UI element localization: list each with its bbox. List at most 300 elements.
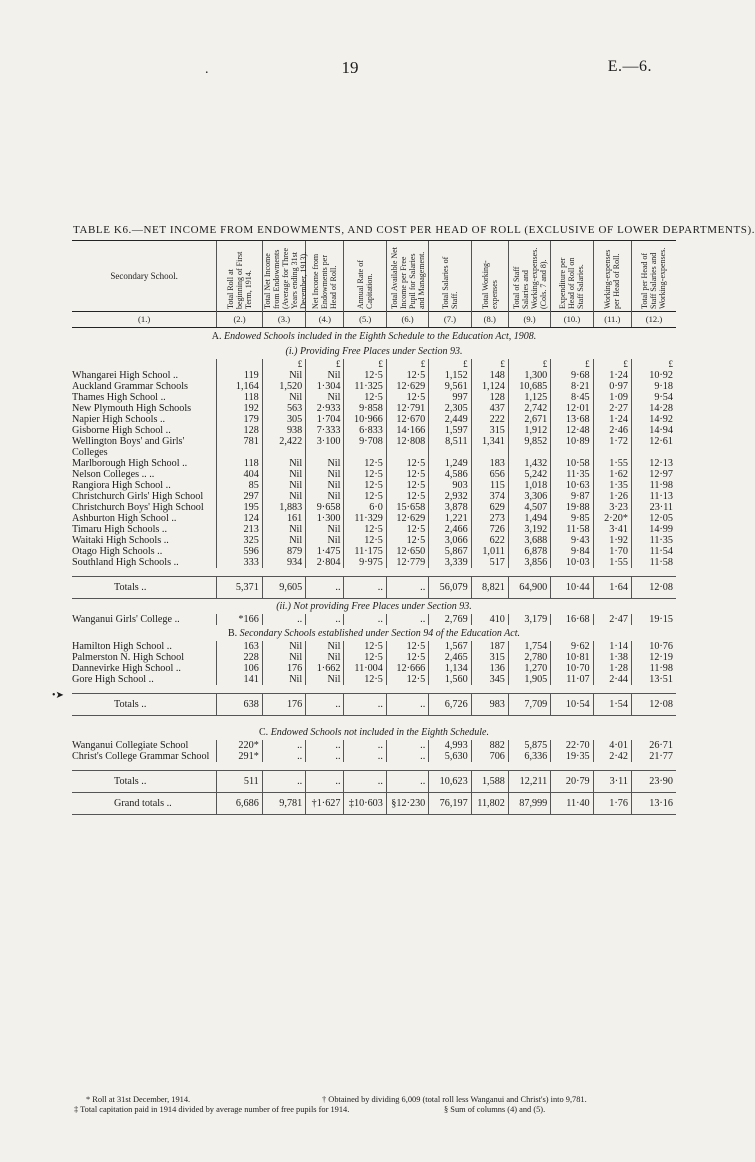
value-cell: 64,900 — [508, 577, 550, 599]
value-cell: .. — [306, 577, 344, 599]
table-row — [72, 663, 676, 674]
value-cell: 4,993 — [429, 740, 471, 751]
value-cell: 2,422 — [262, 436, 305, 458]
value-cell: 4·01 — [593, 740, 631, 751]
school-name: Christchurch Boys' High School — [72, 502, 204, 513]
value-cell: 19·35 — [551, 751, 593, 762]
school-name: Palmerston N. High School — [72, 652, 185, 663]
value-cell: .. — [386, 614, 428, 625]
value-cell: 1,124 — [471, 381, 508, 392]
table-row — [72, 674, 676, 685]
value-cell: 10·63 — [551, 480, 593, 491]
unit-cell: £ — [344, 359, 386, 370]
value-cell: 629 — [471, 502, 508, 513]
value-cell: Nil — [306, 370, 344, 381]
column-header-7: Total Salaries of Staff. — [440, 256, 459, 309]
value-cell: 106 — [217, 663, 263, 674]
value-cell: 2,465 — [429, 652, 471, 663]
value-cell: 176 — [262, 663, 305, 674]
value-cell: Nil — [262, 370, 305, 381]
value-cell: .. — [386, 577, 428, 599]
value-cell: 12·19 — [631, 652, 676, 663]
value-cell: 12·5 — [344, 370, 386, 381]
value-cell: 9,852 — [508, 436, 550, 458]
section-a-prefix: A. — [211, 330, 222, 342]
value-cell: 12·629 — [386, 381, 428, 392]
column-number: (1.) — [72, 312, 217, 328]
value-cell: 9,561 — [429, 381, 471, 392]
value-cell: 6,686 — [217, 793, 263, 815]
school-name: Totals .. — [114, 582, 147, 593]
value-cell: 1,134 — [429, 663, 471, 674]
school-name: Gisborne High School .. — [72, 425, 171, 436]
value-cell: Nil — [262, 535, 305, 546]
section-a-sub-i — [72, 344, 676, 359]
section-c-heading — [72, 724, 676, 740]
table-row — [72, 370, 676, 381]
unit-cell: £ — [262, 359, 305, 370]
section-a-sub-i-cell: (i.) Providing Free Places under Section 93. — [285, 346, 463, 357]
value-cell: .. — [344, 771, 386, 793]
school-name: Christ's College Grammar School — [72, 751, 210, 762]
units-label — [72, 359, 217, 370]
school-name: Wanganui Collegiate School — [72, 740, 189, 751]
value-cell: 3·11 — [593, 771, 631, 793]
spacer-row — [72, 685, 676, 694]
value-cell: 1,164 — [217, 381, 263, 392]
value-cell: 1,520 — [262, 381, 305, 392]
column-header-8: Total Working-expenses — [480, 260, 499, 309]
spacer-row — [72, 568, 676, 577]
value-cell: .. — [306, 614, 344, 625]
value-cell: 3,179 — [508, 614, 550, 625]
value-cell: Nil — [262, 491, 305, 502]
value-cell: 119 — [217, 370, 263, 381]
value-cell: 2,769 — [429, 614, 471, 625]
value-cell: 3·41 — [593, 524, 631, 535]
value-cell: Nil — [262, 674, 305, 685]
section-a-sub-ii-cell: (ii.) Not providing Free Places under Section 93. — [276, 601, 472, 612]
value-cell: 1·28 — [593, 663, 631, 674]
value-cell: 13·51 — [631, 674, 676, 685]
value-cell: 12·5 — [386, 480, 428, 491]
column-number: (11.) — [593, 312, 631, 328]
table-row — [72, 458, 676, 469]
unit-cell: £ — [306, 359, 344, 370]
value-cell: 6·833 — [344, 425, 386, 436]
value-cell: 997 — [429, 392, 471, 403]
value-cell: 136 — [471, 663, 508, 674]
footnote-dagger: † Obtained by dividing 6,009 (total roll less Wanganui and Christ's) into 9,781. — [322, 1095, 587, 1104]
value-cell: 315 — [471, 652, 508, 663]
value-cell: 13·16 — [631, 793, 676, 815]
value-cell: 1,905 — [508, 674, 550, 685]
value-cell: Nil — [306, 480, 344, 491]
value-cell: 345 — [471, 674, 508, 685]
value-cell: .. — [386, 771, 428, 793]
value-cell: .. — [344, 614, 386, 625]
value-cell: 1·300 — [306, 513, 344, 524]
value-cell: 10·58 — [551, 458, 593, 469]
column-number: (5.) — [344, 312, 386, 328]
value-cell: 118 — [217, 458, 263, 469]
value-cell: 1,567 — [429, 641, 471, 652]
school-name: Grand totals .. — [114, 798, 172, 809]
value-cell: 5,875 — [508, 740, 550, 751]
value-cell: 1·14 — [593, 641, 631, 652]
unit-cell: £ — [631, 359, 676, 370]
value-cell: 11·35 — [551, 469, 593, 480]
unit-cell: £ — [386, 359, 428, 370]
table-row — [72, 535, 676, 546]
footnote-sum: § Sum of columns (4) and (5). — [444, 1105, 546, 1114]
value-cell: Nil — [262, 652, 305, 663]
value-cell: 9·62 — [551, 641, 593, 652]
value-cell: 12·01 — [551, 403, 593, 414]
school-name: New Plymouth High Schools — [72, 403, 192, 414]
value-cell: 12·5 — [386, 652, 428, 663]
value-cell: 12·650 — [386, 546, 428, 557]
section-a-sub-ii — [72, 599, 676, 615]
table-row — [72, 480, 676, 491]
value-cell: 11·58 — [551, 524, 593, 535]
unit-cell: £ — [429, 359, 471, 370]
school-name: Marlborough High School .. — [72, 458, 188, 469]
value-cell: 11·175 — [344, 546, 386, 557]
value-cell: 118 — [217, 392, 263, 403]
value-cell: 12·670 — [386, 414, 428, 425]
value-cell: 12·97 — [631, 469, 676, 480]
value-cell: 12·5 — [344, 674, 386, 685]
value-cell: .. — [262, 614, 305, 625]
school-name: Nelson Colleges .. .. — [72, 469, 155, 480]
value-cell: .. — [386, 751, 428, 762]
value-cell: 410 — [471, 614, 508, 625]
value-cell: 14·92 — [631, 414, 676, 425]
section-a-heading-cell — [72, 328, 676, 345]
value-cell: 11·98 — [631, 663, 676, 674]
value-cell: 1·55 — [593, 557, 631, 568]
value-cell: 12·5 — [344, 535, 386, 546]
value-cell: Nil — [262, 392, 305, 403]
table-row — [72, 546, 676, 557]
value-cell: Nil — [306, 524, 344, 535]
value-cell: 161 — [262, 513, 305, 524]
table-row — [72, 436, 676, 458]
value-cell: 1·54 — [593, 694, 631, 716]
value-cell: 404 — [217, 469, 263, 480]
value-cell: 10,685 — [508, 381, 550, 392]
value-cell: 14·166 — [386, 425, 428, 436]
value-cell: 1·92 — [593, 535, 631, 546]
value-cell: †1·627 — [306, 793, 344, 815]
value-cell: 2·20* — [593, 513, 631, 524]
value-cell: 228 — [217, 652, 263, 663]
value-cell: 2,449 — [429, 414, 471, 425]
spacer-row — [72, 762, 676, 771]
value-cell: 15·658 — [386, 502, 428, 513]
value-cell: 1·35 — [593, 480, 631, 491]
spacer-row — [72, 716, 676, 725]
value-cell: 6,726 — [429, 694, 471, 716]
value-cell: Nil — [262, 480, 305, 491]
value-cell: 12·5 — [386, 491, 428, 502]
value-cell: 9·68 — [551, 370, 593, 381]
value-cell: 374 — [471, 491, 508, 502]
value-cell: .. — [306, 694, 344, 716]
value-cell: 1·24 — [593, 414, 631, 425]
value-cell: 12·5 — [386, 641, 428, 652]
column-header-12: Total per Head of Staff Salaries and Working-expenses. — [640, 247, 668, 309]
footnotes — [74, 1095, 674, 1115]
value-cell: 13·68 — [551, 414, 593, 425]
column-header-9: Total of Staff Salaries and Working-expenses. (Cols. 7 and 8). — [511, 247, 548, 309]
school-name: Timaru High Schools .. — [72, 524, 167, 535]
value-cell: 76,197 — [429, 793, 471, 815]
value-cell: 9·658 — [306, 502, 344, 513]
value-cell: 183 — [471, 458, 508, 469]
value-cell: 1,300 — [508, 370, 550, 381]
value-cell: Nil — [306, 641, 344, 652]
value-cell: 12·808 — [386, 436, 428, 458]
value-cell: 1·662 — [306, 663, 344, 674]
value-cell: .. — [306, 771, 344, 793]
value-cell: 12·5 — [386, 469, 428, 480]
column-header-10: Expenditure per Head of Roll on Staff Salaries. — [558, 257, 586, 309]
value-cell: 2,466 — [429, 524, 471, 535]
value-cell: 8,821 — [471, 577, 508, 599]
value-cell: 9,605 — [262, 577, 305, 599]
value-cell: 14·99 — [631, 524, 676, 535]
value-cell: 1,588 — [471, 771, 508, 793]
value-cell: .. — [306, 751, 344, 762]
value-cell: 12·13 — [631, 458, 676, 469]
value-cell: 87,999 — [508, 793, 550, 815]
table-row — [72, 513, 676, 524]
value-cell: Nil — [262, 469, 305, 480]
value-cell: 1·09 — [593, 392, 631, 403]
value-cell: 563 — [262, 403, 305, 414]
value-cell: 2·42 — [593, 751, 631, 762]
value-cell: 11·98 — [631, 480, 676, 491]
header-dot: . — [205, 62, 209, 77]
value-cell: 10·76 — [631, 641, 676, 652]
value-cell: 2·933 — [306, 403, 344, 414]
value-cell: Nil — [306, 491, 344, 502]
value-cell: 12·48 — [551, 425, 593, 436]
value-cell: 3,066 — [429, 535, 471, 546]
table-row — [72, 502, 676, 513]
value-cell: 2,671 — [508, 414, 550, 425]
column-number: (3.) — [262, 312, 305, 328]
school-name: Wanganui Girls' College .. — [72, 614, 180, 625]
value-cell: 85 — [217, 480, 263, 491]
value-cell: 273 — [471, 513, 508, 524]
value-cell: 1·38 — [593, 652, 631, 663]
value-cell: 1·304 — [306, 381, 344, 392]
value-cell: 1·62 — [593, 469, 631, 480]
table-row — [72, 641, 676, 652]
school-name: Napier High Schools .. — [72, 414, 166, 425]
value-cell: 2·47 — [593, 614, 631, 625]
value-cell: 1,560 — [429, 674, 471, 685]
value-cell: 5,371 — [217, 577, 263, 599]
value-cell: 19·15 — [631, 614, 676, 625]
school-name: Otago High Schools .. — [72, 546, 163, 557]
table-row — [72, 524, 676, 535]
value-cell: 8·21 — [551, 381, 593, 392]
value-cell: 12·5 — [386, 392, 428, 403]
column-header-2: Total Roll at beginning of First Term, 1914. — [226, 251, 254, 309]
value-cell: 23·90 — [631, 771, 676, 793]
value-cell: 638 — [217, 694, 263, 716]
column-number: (4.) — [306, 312, 344, 328]
value-cell: 1,249 — [429, 458, 471, 469]
value-cell: 16·68 — [551, 614, 593, 625]
value-cell: .. — [306, 740, 344, 751]
value-cell: 9·18 — [631, 381, 676, 392]
value-cell: 7,709 — [508, 694, 550, 716]
page-header — [0, 58, 700, 80]
unit-cell: £ — [551, 359, 593, 370]
value-cell: 5,867 — [429, 546, 471, 557]
totals-row — [72, 577, 676, 599]
value-cell: .. — [344, 751, 386, 762]
section-b-prefix: B. — [228, 627, 238, 639]
column-header-school: Secondary School. — [72, 241, 217, 312]
value-cell: 11·40 — [551, 793, 593, 815]
value-cell: 11·54 — [631, 546, 676, 557]
value-cell: 12·08 — [631, 577, 676, 599]
value-cell: §12·230 — [386, 793, 428, 815]
value-cell: 622 — [471, 535, 508, 546]
value-cell: 656 — [471, 469, 508, 480]
value-cell: 1·26 — [593, 491, 631, 502]
value-cell: 14·28 — [631, 403, 676, 414]
value-cell: 0·97 — [593, 381, 631, 392]
footnote-roll: * Roll at 31st December, 1914. — [86, 1095, 191, 1104]
value-cell: 195 — [217, 502, 263, 513]
value-cell: 8·45 — [551, 392, 593, 403]
column-number: (8.) — [471, 312, 508, 328]
value-cell: 7·333 — [306, 425, 344, 436]
value-cell: 3,339 — [429, 557, 471, 568]
table-container — [72, 240, 676, 815]
value-cell: 1·72 — [593, 436, 631, 458]
value-cell: 1,597 — [429, 425, 471, 436]
endowment-table — [72, 240, 676, 815]
table-row — [72, 392, 676, 403]
footnote-line-2 — [74, 1105, 674, 1115]
value-cell: 187 — [471, 641, 508, 652]
value-cell: 23·11 — [631, 502, 676, 513]
value-cell: 163 — [217, 641, 263, 652]
column-header-11: Working-expenses per Head of Roll. — [603, 249, 622, 309]
units-row — [72, 359, 676, 370]
table-row — [72, 740, 676, 751]
section-c-title: Endowed Schools not included in the Eighth Schedule. — [270, 726, 489, 738]
value-cell: 11·325 — [344, 381, 386, 392]
value-cell: 2,932 — [429, 491, 471, 502]
value-cell: 934 — [262, 557, 305, 568]
value-cell: .. — [262, 740, 305, 751]
value-cell: 12·5 — [344, 469, 386, 480]
value-cell: 192 — [217, 403, 263, 414]
value-cell: 26·71 — [631, 740, 676, 751]
value-cell: 2·27 — [593, 403, 631, 414]
column-number: (12.) — [631, 312, 676, 328]
value-cell: 56,079 — [429, 577, 471, 599]
value-cell: 12,211 — [508, 771, 550, 793]
value-cell: 19·88 — [551, 502, 593, 513]
table-row — [72, 403, 676, 414]
value-cell: 11·35 — [631, 535, 676, 546]
table-row — [72, 469, 676, 480]
footnote-line-1 — [86, 1095, 674, 1105]
value-cell: 10·81 — [551, 652, 593, 663]
value-cell: ‡10·603 — [344, 793, 386, 815]
value-cell: 325 — [217, 535, 263, 546]
school-name: Hamilton High School .. — [72, 641, 172, 652]
value-cell: 11·13 — [631, 491, 676, 502]
column-header-5: Annual Rate of Capitation. — [356, 260, 375, 309]
table-row — [72, 414, 676, 425]
value-cell: 1,018 — [508, 480, 550, 491]
school-name: Auckland Grammar Schools — [72, 381, 188, 392]
school-name: Thames High School .. — [72, 392, 166, 403]
section-c-prefix: C. — [259, 726, 269, 738]
value-cell: 10·89 — [551, 436, 593, 458]
totals-row — [72, 694, 676, 716]
school-name: Whangarei High School .. — [72, 370, 179, 381]
spacer-cell — [72, 762, 676, 771]
value-cell: 1·76 — [593, 793, 631, 815]
value-cell: 20·79 — [551, 771, 593, 793]
value-cell: 1·64 — [593, 577, 631, 599]
value-cell: 1·24 — [593, 370, 631, 381]
value-cell: 3,878 — [429, 502, 471, 513]
value-cell: 1,432 — [508, 458, 550, 469]
footnote-capitation: ‡ Total capitation paid in 1914 divided by average number of free pupils for 1914. — [74, 1105, 350, 1114]
value-cell: 4,586 — [429, 469, 471, 480]
column-header-3: Total Net Income from Endowments (Average for Three Years ending 31st December, 1913). — [262, 248, 308, 309]
value-cell: 12·666 — [386, 663, 428, 674]
section-a-title: Endowed Schools included in the Eighth Schedule to the Education Act, 1908. — [223, 330, 537, 342]
unit-cell: £ — [471, 359, 508, 370]
value-cell: 10·70 — [551, 663, 593, 674]
unit-cell — [217, 359, 263, 370]
value-cell: 9,781 — [262, 793, 305, 815]
value-cell: 10·92 — [631, 370, 676, 381]
value-cell: Nil — [262, 458, 305, 469]
value-cell: 2·804 — [306, 557, 344, 568]
value-cell: 12·5 — [344, 458, 386, 469]
value-cell: 220* — [217, 740, 263, 751]
school-name: Southland High Schools .. — [72, 557, 179, 568]
value-cell: 12·5 — [386, 535, 428, 546]
unit-cell: £ — [508, 359, 550, 370]
school-name: Dannevirke High School .. — [72, 663, 181, 674]
value-cell: 124 — [217, 513, 263, 524]
value-cell: 879 — [262, 546, 305, 557]
value-cell: 12·5 — [344, 652, 386, 663]
column-number: (7.) — [429, 312, 471, 328]
value-cell: 2·46 — [593, 425, 631, 436]
value-cell: 3·100 — [306, 436, 344, 458]
value-cell: 333 — [217, 557, 263, 568]
margin-marker: •➤ — [52, 690, 64, 701]
value-cell: 10·44 — [551, 577, 593, 599]
